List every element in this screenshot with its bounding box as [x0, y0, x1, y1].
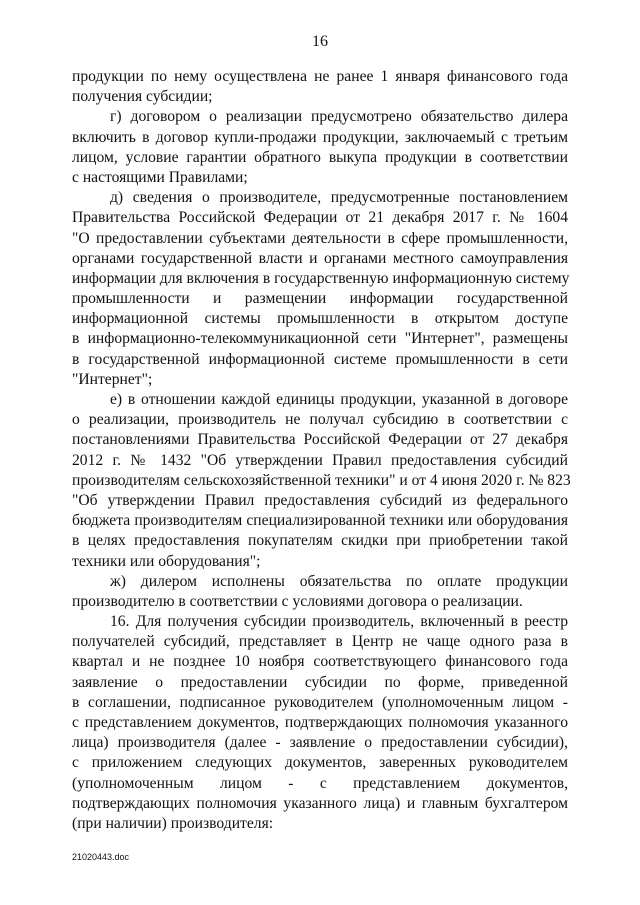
text-line: производителям сельскохозяйственной техники" и от 4 июня 2020 г. № 823: [72, 471, 571, 489]
text-line: органами государственной власти и органами местного самоуправления: [72, 249, 568, 267]
text-line: в соглашении, подписанное руководителем (уполномоченным лицом -: [72, 693, 568, 711]
text-line: с представлением документов, подтверждающих полномочия указанного: [72, 714, 568, 731]
text-line: производителю в соответствии с условиями договора о реализации.: [72, 592, 523, 610]
document-body: [72, 67, 571, 834]
text-line: в информационно-телекоммуникационной сети "Интернет", размещены: [72, 330, 568, 348]
text-line: 2012 г. № 1432 "Об утверждении Правил предоставления субсидий: [72, 451, 568, 469]
footer-file-code: 21020443.doc: [72, 852, 130, 862]
text-line: постановлениями Правительства Российской Федерации от 27 декабря: [72, 431, 568, 449]
text-line: д) сведения о производителе, предусмотренные постановлением: [110, 189, 568, 207]
text-line: лица) производителя (далее - заявление о предоставлении субсидии),: [72, 734, 568, 752]
text-line: "О предоставлении субъектами деятельности в сфере промышленности,: [72, 229, 568, 247]
text-line: с приложением следующих документов, заверенных руководителем: [72, 754, 568, 772]
text-line: лицом, условие гарантии обратного выкупа продукции в соответствии: [72, 148, 568, 166]
text-line: техники или оборудования";: [72, 552, 261, 570]
text-line: включить в договор купли-продажи продукции, заключаемый с третьим: [72, 128, 568, 146]
text-line: (уполномоченным лицом - с представлением документов,: [72, 774, 568, 792]
text-line: в целях предоставления покупателям скидки при приобретении такой: [72, 532, 568, 550]
text-line: "Интернет";: [72, 370, 153, 388]
text-line: заявление о предоставлении субсидии по форме, приведенной: [72, 673, 568, 691]
text-line: в государственной информационной системе промышленности в сети: [72, 350, 568, 368]
text-line: о реализации, производитель не получал субсидию в соответствии с: [72, 411, 568, 429]
text-line: информации для включения в государственную информационную систему: [72, 269, 570, 287]
text-line: е) в отношении каждой единицы продукции, указанной в договоре: [110, 391, 568, 408]
text-line: г) договором о реализации предусмотрено обязательство дилера: [110, 108, 568, 126]
text-line: продукции по нему осуществлена не ранее 1 января финансового года: [72, 68, 568, 85]
text-line: бюджета производителям специализированной техники или оборудования: [72, 512, 568, 530]
text-line: получения субсидии;: [72, 88, 213, 106]
page-number: 16: [312, 33, 328, 50]
text-line: квартал и не позднее 10 ноября соответствующего финансового года: [72, 653, 568, 671]
text-line: (при наличии) производителя:: [72, 814, 274, 832]
text-line: "Об утверждении Правил предоставления субсидий из федерального: [72, 491, 568, 509]
text-line: Правительства Российской Федерации от 21 декабря 2017 г. № 1604: [72, 209, 568, 227]
text-line: 16. Для получения субсидии производитель, включенный в реестр: [110, 613, 568, 631]
text-line: информационной системы промышленности в открытом доступе: [72, 310, 568, 328]
text-line: подтверждающих полномочия указанного лица) и главным бухгалтером: [72, 794, 568, 812]
text-line: получателей субсидий, представляет в Центр не чаще одного раза в: [72, 633, 568, 651]
text-line: промышленности и размещении информации государственной: [72, 290, 568, 308]
text-line: ж) дилером исполнены обязательства по оплате продукции: [110, 572, 568, 590]
text-line: с настоящими Правилами;: [72, 168, 248, 186]
